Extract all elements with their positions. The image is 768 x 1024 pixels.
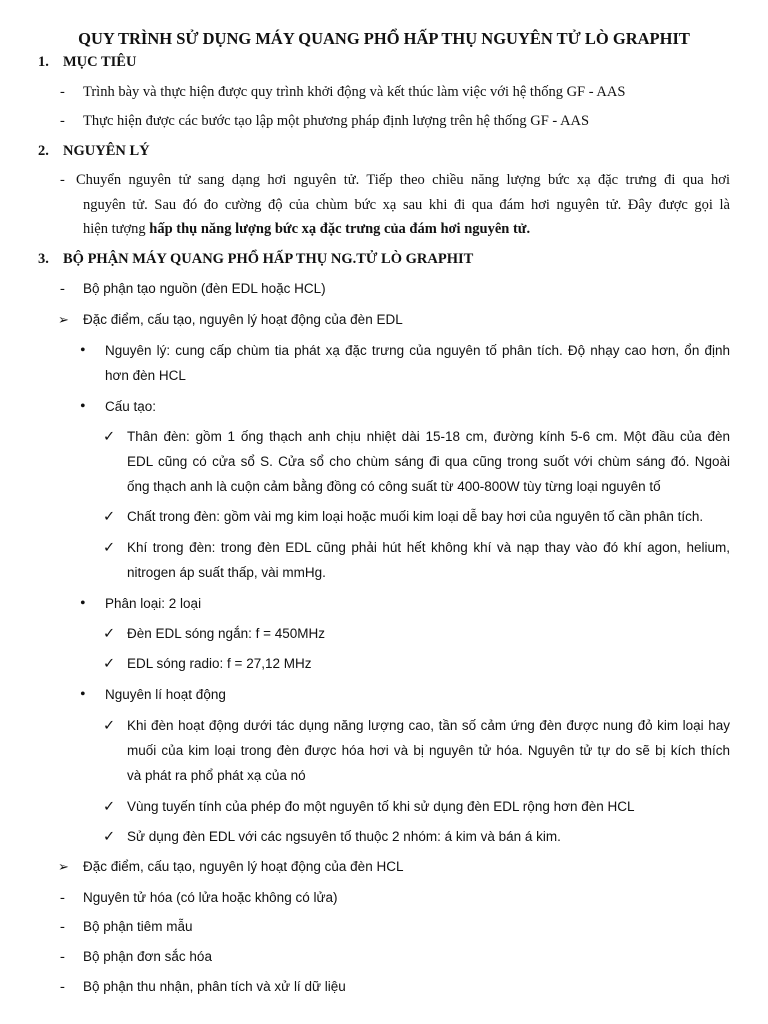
- edl-operation: Nguyên lí hoạt động: [105, 687, 226, 702]
- lamp-body: Thân đèn: gồm 1 ống thạch anh chịu nhiệt dài 15-18 cm, đường kính 5-6 cm. Một đầu của đèn: [127, 429, 730, 444]
- edl-heading: Đặc điểm, cấu tạo, nguyên lý hoạt động của đèn EDL: [83, 312, 403, 327]
- lamp-gas: nitrogen áp suất thấp, vài mmHg.: [127, 565, 326, 580]
- principle-line: nguyên tử. Sau đó đo cường độ của chùm bức xạ sau khi đi qua đám hơi nguyên tử. Đây được gọi là: [83, 197, 730, 213]
- arrow-bullet-icon: ➢: [58, 859, 69, 874]
- dash-marker: -: [60, 172, 65, 188]
- lamp-substance: Chất trong đèn: gồm vài mg kim loại hoặc muối kim loại dễ bay hơi của nguyên tố cần phân tích.: [127, 509, 704, 524]
- hcl-heading: Đặc điểm, cấu tạo, nguyên lý hoạt động của đèn HCL: [83, 859, 404, 874]
- component-item: Bộ phận tiêm mẫu: [83, 919, 193, 934]
- bullet-icon: •: [80, 398, 86, 415]
- document-title: QUY TRÌNH SỬ DỤNG MÁY QUANG PHỔ HẤP THỤ NGUYÊN TỬ LÒ GRAPHIT: [78, 29, 690, 48]
- component-item: Bộ phận thu nhận, phân tích và xử lí dữ liệu: [83, 979, 346, 994]
- section-3-number: 3.: [38, 251, 49, 267]
- component-item: Bộ phận đơn sắc hóa: [83, 949, 212, 964]
- lamp-body: ống thạch anh là cuộn cảm bằng đồng có công suất từ 400-800W tùy từng loại nguyên tố: [127, 479, 661, 494]
- dash-marker: -: [60, 979, 65, 995]
- principle-line-last: [83, 220, 530, 238]
- edl-types: Phân loại: 2 loại: [105, 596, 202, 611]
- operation-item: muối của kim loại trong đèn được hóa hơi và bị nguyên tử hóa. Nguyên tử tự do sẽ bị kích thích: [127, 743, 730, 758]
- check-icon: ✓: [103, 718, 116, 734]
- bullet-icon: •: [80, 595, 86, 612]
- operation-item: Khi đèn hoạt động dưới tác dụng năng lượng cao, tần số cảm ứng đèn được nung đỏ kim loại hay: [127, 718, 730, 733]
- edl-type: EDL sóng radio: f = 27,12 MHz: [127, 656, 312, 671]
- arrow-bullet-icon: ➢: [58, 312, 69, 327]
- section-1-number: 1.: [38, 54, 49, 70]
- check-icon: ✓: [103, 429, 116, 445]
- lamp-gas: Khí trong đèn: trong đèn EDL cũng phải hút hết không khí và nạp thay vào đó khí agon, helium,: [127, 540, 730, 555]
- dash-marker: -: [60, 949, 65, 965]
- principle-line: Chuyển nguyên tử sang dạng hơi nguyên tử. Tiếp theo chiều năng lượng bức xạ đặc trưng đi qua hơi: [76, 172, 730, 188]
- dash-marker: -: [60, 890, 65, 906]
- edl-structure: Cấu tạo:: [105, 399, 157, 414]
- source-item: Bộ phận tạo nguồn (đèn EDL hoặc HCL): [83, 281, 326, 296]
- objective-item: Trình bày và thực hiện được quy trình khởi động và kết thúc làm việc với hệ thống GF - AAS: [83, 84, 626, 100]
- check-icon: ✓: [103, 829, 116, 845]
- check-icon: ✓: [103, 509, 116, 525]
- operation-item: Sử dụng đèn EDL với các ngsuyên tố thuộc 2 nhóm: á kim và bán á kim.: [127, 829, 561, 844]
- bullet-icon: •: [80, 686, 86, 703]
- section-1-heading: MỤC TIÊU: [63, 54, 137, 70]
- dash-marker: -: [60, 919, 65, 935]
- principle-emphasis: hấp thụ năng lượng bức xạ đặc trưng của đám hơi nguyên tử.: [149, 221, 531, 237]
- check-icon: ✓: [103, 656, 116, 672]
- check-icon: ✓: [103, 799, 116, 815]
- principle-text: hiện tượng: [83, 221, 150, 237]
- edl-principle-cont: hơn đèn HCL: [105, 368, 186, 383]
- bullet-icon: •: [80, 342, 86, 359]
- dash-marker: -: [60, 113, 65, 129]
- edl-type: Đèn EDL sóng ngắn: f = 450MHz: [127, 626, 325, 641]
- dash-marker: -: [60, 281, 65, 297]
- check-icon: ✓: [103, 540, 116, 556]
- operation-item: và phát ra phổ phát xạ của nó: [127, 768, 306, 783]
- dash-marker: -: [60, 84, 65, 100]
- section-2-heading: NGUYÊN LÝ: [63, 143, 150, 159]
- component-item: Nguyên tử hóa (có lửa hoặc không có lửa): [83, 890, 338, 905]
- edl-principle: Nguyên lý: cung cấp chùm tia phát xạ đặc trưng của nguyên tố phân tích. Độ nhạy cao hơn, ổn định: [105, 343, 730, 358]
- check-icon: ✓: [103, 626, 116, 642]
- section-2-number: 2.: [38, 143, 49, 159]
- operation-item: Vùng tuyến tính của phép đo một nguyên tố khi sử dụng đèn EDL rộng hơn đèn HCL: [127, 799, 635, 814]
- objective-item: Thực hiện được các bước tạo lập một phương pháp định lượng trên hệ thống GF - AAS: [83, 113, 590, 129]
- lamp-body: EDL cũng có cửa sổ S. Cửa sổ cho chùm sáng đi qua cũng trong suốt với chùm sáng đó. Ngoài: [127, 454, 730, 469]
- section-3-heading: BỘ PHẬN MÁY QUANG PHỔ HẤP THỤ NG.TỬ LÒ GRAPHIT: [63, 251, 474, 267]
